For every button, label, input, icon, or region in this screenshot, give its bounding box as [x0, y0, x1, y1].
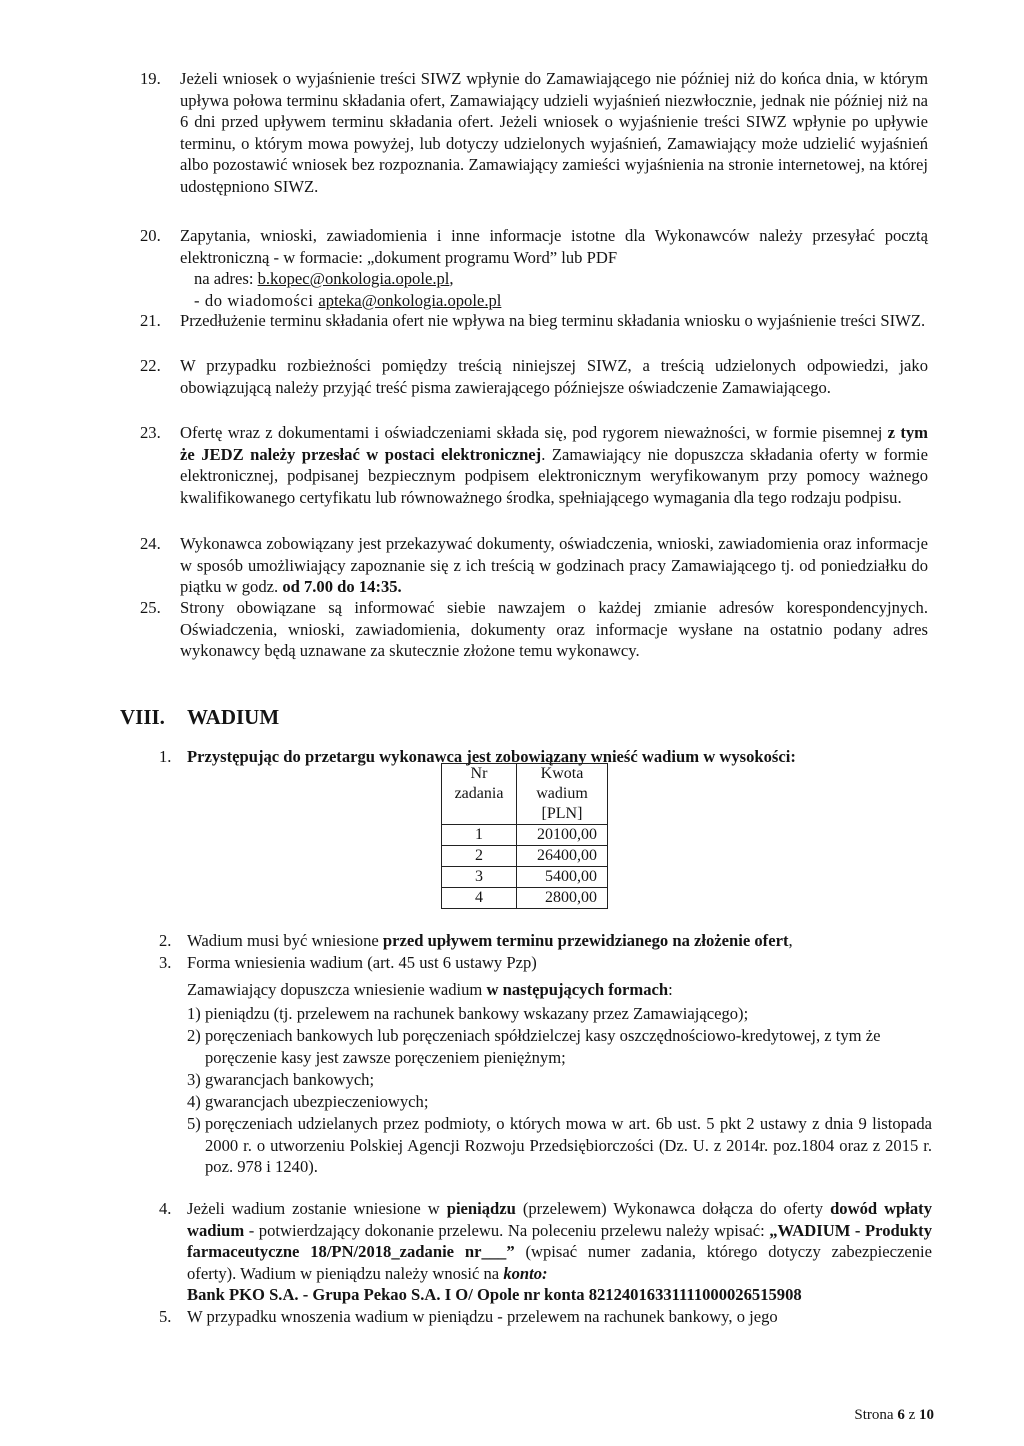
table-row: 1 20100,00 [442, 825, 608, 846]
list-item: 2. Wadium musi być wniesione przed upływem terminu przewidzianego na złożenie ofert, [159, 931, 793, 950]
item-text: W przypadku wnoszenia wadium w pieniądzu - przelewem na rachunek bankowy, o jego [187, 1307, 778, 1326]
item-text: W przypadku rozbieżności pomiędzy treścią niniejszej SIWZ, a treścią udzielonych odpowiedzi, jako obowiązującą należy przyjąć treść pisma zawierającego późniejsze oświadczenie Zamawiającego. [180, 356, 928, 397]
item-text: Forma wniesienia wadium (art. 45 ust 6 ustawy Pzp) [187, 953, 537, 972]
list-item [140, 355, 928, 398]
table-row: 3 5400,00 [442, 867, 608, 888]
item-text: Przedłużenie terminu składania ofert nie wpływa na bieg terminu składania wniosku o wyjaśnienie treści SIWZ. [180, 311, 926, 330]
form-option: 5) poręczeniach udzielanych przez podmioty, o których mowa w art. 6b ust. 5 pkt 2 ustawy z dnia 9 listopada 2000 r. o utworzeniu Polskiej Agencji Rozwoju Przedsiębiorczości (Dz. U. z 2014r. poz.1804 oraz z 2015 r. poz. 978 i 1240). [187, 1114, 932, 1176]
bank-account: Bank PKO S.A. - Grupa Pekao S.A. I O/ Opole nr konta 82124016331111000026515908 [187, 1285, 802, 1304]
item-number: 21. [140, 311, 161, 330]
page-number: 6 [897, 1407, 905, 1423]
item-text: Zapytania, wnioski, zawiadomienia i inne informacje istotne dla Wykonawców należy przesyłać pocztą elektroniczną - w formacie: „dokument programu Word” lub PDF [180, 226, 928, 267]
email-link[interactable]: b.kopec@onkologia.opole.pl [257, 269, 450, 288]
section-heading [120, 705, 280, 730]
list-item [140, 310, 928, 332]
item-number: 24. [140, 534, 161, 553]
page-total: 10 [919, 1407, 934, 1423]
list-item [159, 1198, 933, 1306]
section-title: WADIUM [187, 705, 280, 729]
table-header-row [442, 764, 608, 825]
form-option: 2) poręczeniach bankowych lub poręczeniach spółdzielczej kasy oszczędnościowo-kredytowej, z tym że poręczenie kasy jest zawsze poręczeniem pieniężnym; [187, 1026, 881, 1067]
email-line: na adres: b.kopec@onkologia.opole.pl, [194, 269, 454, 288]
item-text: Jeżeli wniosek o wyjaśnienie treści SIWZ wpłynie do Zamawiającego nie później niż do końca dnia, w którym upływa połowa terminu składania ofert, Zamawiający udzieli wyjaśnień niezwłocznie, jednak nie później niż na 6 dni przed upływem terminu składania ofert. Jeżeli wniosek o wyjaśnienie treści SIWZ wpłynie po upływie terminu, o którym mowa powyżej, lub dotyczy udzielonych wyjaśnień, Zamawiający może udzielić wyjaśnień albo pozostawić wniosek bez rozpoznania. Zamawiający zamieści wyjaśnienia na stronie internetowej, na której udostępniono SIWZ. [180, 69, 928, 196]
item-number: 25. [140, 598, 161, 617]
item-text: Przystępując do przetargu wykonawca jest zobowiązany wnieść wadium w wysokości: [187, 747, 796, 766]
form-option: 3) gwarancjach bankowych; [187, 1070, 375, 1089]
item-text: Wykonawca zobowiązany jest przekazywać dokumenty, oświadczenia, wnioski, zawiadomienia oraz informacje w sposób umożliwiający zapoznanie się z ich treścią w godzinach pracy Zamawiającego tj. od poniedziałku do piątku w godz. od 7.00 do 14:35. [180, 534, 928, 596]
item-text: Jeżeli wadium zostanie wniesione w pieniądzu (przelewem) Wykonawca dołącza do oferty dowód wpłaty wadium - potwierdzający dokonanie przelewu. Na poleceniu przelewu należy wpisać: „WADIUM - Produkty farmaceutyczne 18/PN/2018_zadanie nr___” (wpisać numer zadania, którego dotyczy zabezpieczenie oferty). Wadium w pieniądzu należy wnosić na konto: Bank PKO S.A. - Grupa Pekao S.A. I O/ Opole nr konta 82124016331111000026515908 [187, 1199, 933, 1304]
item-text: Strony obowiązane są informować siebie nawzajem o każdej zmianie adresów korespondencyjnych. Oświadczenia, wnioski, zawiadomienia, dokumenty oraz informacje wysłane na ostatnio podany adres wykonawcy będą uznawane za skutecznie złożone temu wykonawcy. [180, 598, 928, 660]
item-number: 4. [159, 1199, 172, 1218]
forms-intro: Zamawiający dopuszcza wniesienie wadium w następujących formach: [187, 979, 673, 999]
item-number: 23. [140, 423, 161, 442]
list-item [159, 1306, 932, 1328]
item-number: 20. [140, 226, 161, 245]
list-item [159, 952, 932, 1000]
form-option: 1) pieniądzu (tj. przelewem na rachunek bankowy wskazany przez Zamawiającego); [187, 1004, 749, 1023]
item-number: 1. [159, 747, 172, 766]
item-number: 5. [159, 1307, 172, 1326]
form-option: 4) gwarancjach ubezpieczeniowych; [187, 1092, 429, 1111]
table-row: 4 2800,00 [442, 888, 608, 909]
table-row: 2 26400,00 [442, 846, 608, 867]
page-footer: Strona 6 z 10 [854, 1407, 934, 1423]
item-number: 2. [159, 931, 172, 950]
list-item [140, 225, 928, 311]
list-item [140, 422, 929, 508]
list-item [140, 597, 928, 662]
table-header-kwota: Kwota wadium [PLN] [517, 764, 608, 825]
item-number: 22. [140, 356, 161, 375]
item-number: 19. [140, 69, 161, 88]
item-text: Ofertę wraz z dokumentami i oświadczeniami składa się, pod rygorem nieważności, w formie pisemnej z tym że JEDZ należy przesłać w postaci elektronicznej. Zamawiający nie dopuszcza składania oferty w formie elektronicznej, podpisanej bezpiecznym podpisem elektronicznym weryfikowanym przy pomocy ważnego kwalifikowanego certyfikatu lub równoważnego środka, spełniającego wymagania dla tego rodzaju podpisu. [180, 423, 929, 507]
table-header-nr: Nr zadania [442, 764, 517, 825]
email-link[interactable]: apteka@onkologia.opole.pl [318, 290, 502, 310]
wadium-table [441, 763, 608, 909]
item-number: 3. [159, 953, 172, 972]
list-item [140, 68, 928, 197]
list-item [140, 533, 928, 598]
cc-line: - do wiadomości apteka@onkologia.opole.pl [194, 290, 502, 310]
section-number: VIII. [120, 705, 165, 729]
